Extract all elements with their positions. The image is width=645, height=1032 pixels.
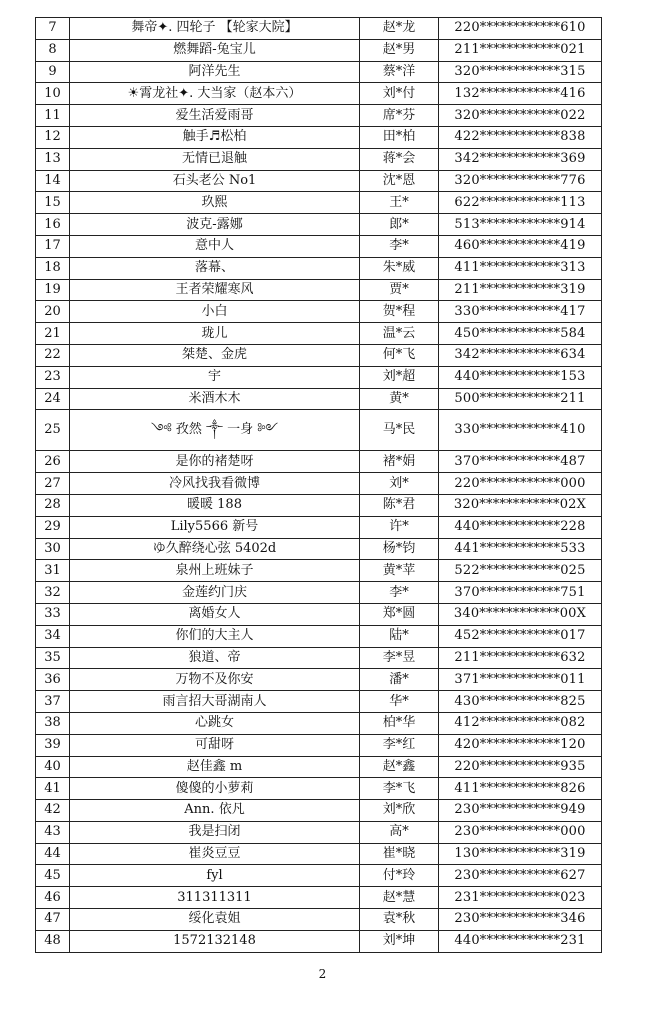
name-cell: 刘* — [360, 473, 439, 495]
row-number-cell: 11 — [36, 105, 70, 127]
name-cell: 潘* — [360, 669, 439, 691]
nickname-cell: 是你的褚楚呀 — [70, 451, 360, 473]
id-number-cell: 440************153 — [439, 366, 602, 388]
id-number-cell: 330************410 — [439, 410, 602, 451]
row-number-cell: 45 — [36, 865, 70, 887]
nickname-cell: 泉州上班妹子 — [70, 560, 360, 582]
row-number-cell: 10 — [36, 83, 70, 105]
name-cell: 沈*恩 — [360, 170, 439, 192]
row-number-cell: 20 — [36, 301, 70, 323]
name-cell: 朱*威 — [360, 257, 439, 279]
name-cell: 蔡*洋 — [360, 61, 439, 83]
nickname-cell: 玖熙 — [70, 192, 360, 214]
id-number-cell: 460************419 — [439, 235, 602, 257]
id-number-cell: 230************346 — [439, 909, 602, 931]
row-number-cell: 19 — [36, 279, 70, 301]
id-number-cell: 220************610 — [439, 18, 602, 40]
id-number-cell: 220************000 — [439, 473, 602, 495]
table-row — [36, 582, 602, 604]
table-row — [36, 865, 602, 887]
id-number-cell: 420************120 — [439, 734, 602, 756]
table-row — [36, 734, 602, 756]
table-row — [36, 603, 602, 625]
row-number-cell: 33 — [36, 603, 70, 625]
id-number-cell: 320************02X — [439, 494, 602, 516]
nickname-cell: ゆ久醉绕心弦 5402d — [70, 538, 360, 560]
name-cell: 郑*圆 — [360, 603, 439, 625]
id-number-cell: 342************369 — [439, 148, 602, 170]
name-cell: 贺*程 — [360, 301, 439, 323]
name-cell: 陈*君 — [360, 494, 439, 516]
row-number-cell: 46 — [36, 887, 70, 909]
id-number-cell: 513************914 — [439, 214, 602, 236]
nickname-cell: 金莲约门庆 — [70, 582, 360, 604]
row-number-cell: 13 — [36, 148, 70, 170]
name-cell: 袁*秋 — [360, 909, 439, 931]
nickname-cell: 你们的大主人 — [70, 625, 360, 647]
id-number-cell: 330************417 — [439, 301, 602, 323]
table-row — [36, 192, 602, 214]
row-number-cell: 42 — [36, 800, 70, 822]
row-number-cell: 21 — [36, 323, 70, 345]
table-row — [36, 712, 602, 734]
row-number-cell: 35 — [36, 647, 70, 669]
winners-table-container — [35, 17, 597, 953]
row-number-cell: 15 — [36, 192, 70, 214]
winners-table — [35, 17, 602, 953]
name-cell: 许* — [360, 516, 439, 538]
nickname-cell: 可甜呀 — [70, 734, 360, 756]
table-row — [36, 410, 602, 451]
table-row — [36, 756, 602, 778]
nickname-cell: Ann. 依凡 — [70, 800, 360, 822]
nickname-cell: 狼道、帝 — [70, 647, 360, 669]
table-row — [36, 214, 602, 236]
table-row — [36, 279, 602, 301]
row-number-cell: 31 — [36, 560, 70, 582]
id-number-cell: 211************021 — [439, 39, 602, 61]
nickname-cell: 心跳女 — [70, 712, 360, 734]
nickname-cell: 崔炎豆豆 — [70, 843, 360, 865]
id-number-cell: 320************315 — [439, 61, 602, 83]
name-cell: 贾* — [360, 279, 439, 301]
row-number-cell: 27 — [36, 473, 70, 495]
id-number-cell: 522************025 — [439, 560, 602, 582]
name-cell: 李* — [360, 582, 439, 604]
nickname-cell: 离婚女人 — [70, 603, 360, 625]
table-row — [36, 83, 602, 105]
nickname-cell: 阿洋先生 — [70, 61, 360, 83]
table-row — [36, 800, 602, 822]
id-number-cell: 622************113 — [439, 192, 602, 214]
name-cell: 田*柏 — [360, 126, 439, 148]
table-row — [36, 170, 602, 192]
name-cell: 赵*男 — [360, 39, 439, 61]
row-number-cell: 7 — [36, 18, 70, 40]
id-number-cell: 440************228 — [439, 516, 602, 538]
id-number-cell: 320************022 — [439, 105, 602, 127]
nickname-cell: 爱生活爱雨哥 — [70, 105, 360, 127]
name-cell: 高* — [360, 821, 439, 843]
page-number: 2 — [318, 967, 327, 981]
table-row — [36, 366, 602, 388]
id-number-cell: 371************011 — [439, 669, 602, 691]
name-cell: 李* — [360, 235, 439, 257]
name-cell: 赵*龙 — [360, 18, 439, 40]
nickname-cell: 赵佳鑫 m — [70, 756, 360, 778]
row-number-cell: 18 — [36, 257, 70, 279]
name-cell: 温*云 — [360, 323, 439, 345]
name-cell: 黄*苹 — [360, 560, 439, 582]
name-cell: 杨*钧 — [360, 538, 439, 560]
id-number-cell: 230************949 — [439, 800, 602, 822]
nickname-cell: 意中人 — [70, 235, 360, 257]
id-number-cell: 370************487 — [439, 451, 602, 473]
row-number-cell: 43 — [36, 821, 70, 843]
table-row — [36, 18, 602, 40]
nickname-cell: 落幕、 — [70, 257, 360, 279]
nickname-cell: 暖暖 188 — [70, 494, 360, 516]
name-cell: 郎* — [360, 214, 439, 236]
name-cell: 黄* — [360, 388, 439, 410]
name-cell: 席*芬 — [360, 105, 439, 127]
name-cell: 柏*华 — [360, 712, 439, 734]
id-number-cell: 340************00X — [439, 603, 602, 625]
name-cell: 刘*坤 — [360, 930, 439, 952]
name-cell: 李*飞 — [360, 778, 439, 800]
nickname-cell: fyl — [70, 865, 360, 887]
row-number-cell: 44 — [36, 843, 70, 865]
id-number-cell: 370************751 — [439, 582, 602, 604]
id-number-cell: 411************313 — [439, 257, 602, 279]
row-number-cell: 16 — [36, 214, 70, 236]
id-number-cell: 230************627 — [439, 865, 602, 887]
row-number-cell: 24 — [36, 388, 70, 410]
nickname-cell: ༺ 孜然 ༒ 一身 ༻ — [70, 410, 360, 451]
row-number-cell: 14 — [36, 170, 70, 192]
row-number-cell: 22 — [36, 344, 70, 366]
row-number-cell: 29 — [36, 516, 70, 538]
name-cell: 付*玲 — [360, 865, 439, 887]
nickname-cell: 冷风找我看微博 — [70, 473, 360, 495]
table-row — [36, 235, 602, 257]
table-row — [36, 843, 602, 865]
row-number-cell: 38 — [36, 712, 70, 734]
id-number-cell: 411************826 — [439, 778, 602, 800]
table-row — [36, 625, 602, 647]
name-cell: 何*飞 — [360, 344, 439, 366]
id-number-cell: 441************533 — [439, 538, 602, 560]
id-number-cell: 450************584 — [439, 323, 602, 345]
nickname-cell: 桀楚、金虎 — [70, 344, 360, 366]
name-cell: 李*昱 — [360, 647, 439, 669]
row-number-cell: 41 — [36, 778, 70, 800]
id-number-cell: 440************231 — [439, 930, 602, 952]
id-number-cell: 132************416 — [439, 83, 602, 105]
nickname-cell: 绥化袁姐 — [70, 909, 360, 931]
row-number-cell: 47 — [36, 909, 70, 931]
id-number-cell: 342************634 — [439, 344, 602, 366]
name-cell: 刘*欣 — [360, 800, 439, 822]
nickname-cell: 傻傻的小萝莉 — [70, 778, 360, 800]
id-number-cell: 430************825 — [439, 691, 602, 713]
name-cell: 陆* — [360, 625, 439, 647]
nickname-cell: 1572132148 — [70, 930, 360, 952]
name-cell: 赵*鑫 — [360, 756, 439, 778]
id-number-cell: 231************023 — [439, 887, 602, 909]
id-number-cell: 130************319 — [439, 843, 602, 865]
nickname-cell: 米酒木木 — [70, 388, 360, 410]
table-row — [36, 560, 602, 582]
row-number-cell: 8 — [36, 39, 70, 61]
name-cell: 刘*付 — [360, 83, 439, 105]
table-row — [36, 821, 602, 843]
row-number-cell: 28 — [36, 494, 70, 516]
id-number-cell: 211************632 — [439, 647, 602, 669]
table-row — [36, 538, 602, 560]
nickname-cell: 波克-露娜 — [70, 214, 360, 236]
row-number-cell: 30 — [36, 538, 70, 560]
nickname-cell: 舞帝✦. 四轮子 【轮家大院】 — [70, 18, 360, 40]
name-cell: 刘*超 — [360, 366, 439, 388]
name-cell: 蒋*会 — [360, 148, 439, 170]
row-number-cell: 37 — [36, 691, 70, 713]
table-row — [36, 323, 602, 345]
row-number-cell: 48 — [36, 930, 70, 952]
table-row — [36, 126, 602, 148]
row-number-cell: 32 — [36, 582, 70, 604]
row-number-cell: 23 — [36, 366, 70, 388]
row-number-cell: 12 — [36, 126, 70, 148]
nickname-cell: 王者荣耀寒风 — [70, 279, 360, 301]
name-cell: 华* — [360, 691, 439, 713]
name-cell: 王* — [360, 192, 439, 214]
row-number-cell: 26 — [36, 451, 70, 473]
table-row — [36, 669, 602, 691]
table-row — [36, 344, 602, 366]
row-number-cell: 25 — [36, 410, 70, 451]
nickname-cell: 石头老公 No1 — [70, 170, 360, 192]
name-cell: 马*民 — [360, 410, 439, 451]
nickname-cell: 311311311 — [70, 887, 360, 909]
row-number-cell: 40 — [36, 756, 70, 778]
table-row — [36, 388, 602, 410]
name-cell: 崔*晓 — [360, 843, 439, 865]
id-number-cell: 211************319 — [439, 279, 602, 301]
nickname-cell: Lily5566 新号 — [70, 516, 360, 538]
nickname-cell: 雨言招大哥湖南人 — [70, 691, 360, 713]
table-row — [36, 494, 602, 516]
table-row — [36, 516, 602, 538]
table-row — [36, 105, 602, 127]
id-number-cell: 422************838 — [439, 126, 602, 148]
table-row — [36, 647, 602, 669]
name-cell: 李*红 — [360, 734, 439, 756]
nickname-cell: 触手♬松柏 — [70, 126, 360, 148]
table-row — [36, 473, 602, 495]
row-number-cell: 36 — [36, 669, 70, 691]
row-number-cell: 39 — [36, 734, 70, 756]
row-number-cell: 17 — [36, 235, 70, 257]
nickname-cell: 宇 — [70, 366, 360, 388]
table-row — [36, 148, 602, 170]
row-number-cell: 34 — [36, 625, 70, 647]
nickname-cell: 万物不及你安 — [70, 669, 360, 691]
id-number-cell: 230************000 — [439, 821, 602, 843]
row-number-cell: 9 — [36, 61, 70, 83]
table-row — [36, 451, 602, 473]
table-row — [36, 691, 602, 713]
table-row — [36, 930, 602, 952]
nickname-cell: 珑儿 — [70, 323, 360, 345]
nickname-cell: 无情已退触 — [70, 148, 360, 170]
name-cell: 赵*慧 — [360, 887, 439, 909]
nickname-cell: ☀霄龙社✦. 大当家（赵本六） — [70, 83, 360, 105]
table-row — [36, 39, 602, 61]
id-number-cell: 412************082 — [439, 712, 602, 734]
table-row — [36, 257, 602, 279]
nickname-cell: 燃舞蹈-兔宝儿 — [70, 39, 360, 61]
id-number-cell: 500************211 — [439, 388, 602, 410]
table-row — [36, 887, 602, 909]
table-body — [36, 18, 602, 953]
nickname-cell: 我是扫闭 — [70, 821, 360, 843]
table-row — [36, 61, 602, 83]
nickname-cell: 小白 — [70, 301, 360, 323]
id-number-cell: 452************017 — [439, 625, 602, 647]
name-cell: 褚*娟 — [360, 451, 439, 473]
id-number-cell: 320************776 — [439, 170, 602, 192]
table-row — [36, 301, 602, 323]
id-number-cell: 220************935 — [439, 756, 602, 778]
table-row — [36, 909, 602, 931]
table-row — [36, 778, 602, 800]
